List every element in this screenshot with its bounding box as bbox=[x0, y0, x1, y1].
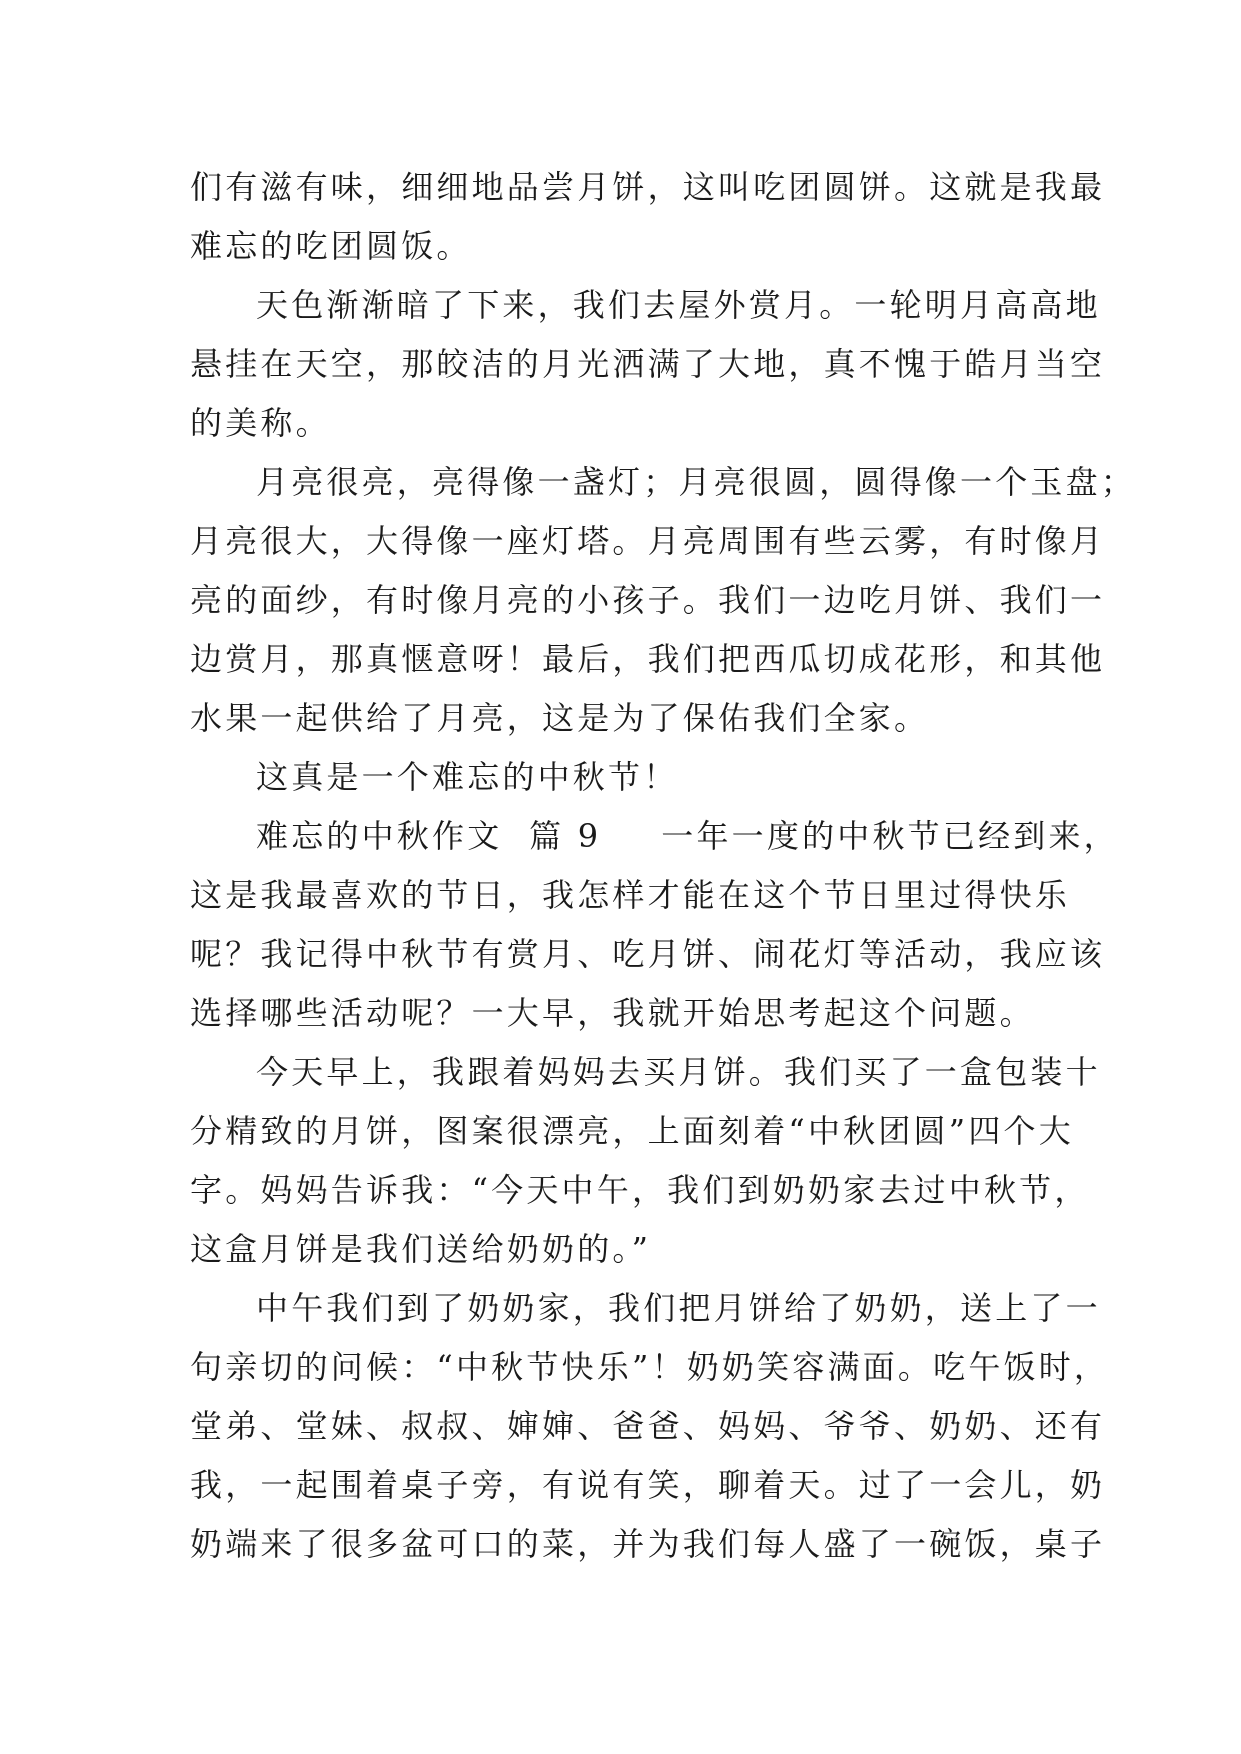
text-line: 边赏月，那真惬意呀！最后，我们把西瓜切成花形，和其他 bbox=[190, 640, 1106, 678]
text-line: 的美称。 bbox=[190, 404, 331, 442]
text-line: 选择哪些活动呢？一大早，我就开始思考起这个问题。 bbox=[190, 994, 1035, 1032]
text-line: 堂弟、堂妹、叔叔、婶婶、爸爸、妈妈、爷爷、奶奶、还有 bbox=[190, 1407, 1106, 1445]
text-line: 亮的面纱，有时像月亮的小孩子。我们一边吃月饼、我们一 bbox=[190, 581, 1106, 619]
text-line: 字。妈妈告诉我：“今天中午，我们到奶奶家去过中秋节， bbox=[190, 1171, 1090, 1209]
text-line: 这盒月饼是我们送给奶奶的。” bbox=[190, 1230, 652, 1268]
section-first-sentence: 一年一度的中秋节已经到来， bbox=[661, 817, 1119, 855]
text-line: 难忘的吃团圆饭。 bbox=[190, 227, 472, 265]
text-line: 我，一起围着桌子旁，有说有笑，聊着天。过了一会儿，奶 bbox=[190, 1466, 1106, 1504]
paragraph-start-line: 今天早上，我跟着妈妈去买月饼。我们买了一盒包装十 bbox=[256, 1053, 1101, 1091]
paragraph-start-line: 天色渐渐暗了下来，我们去屋外赏月。一轮明月高高地 bbox=[256, 286, 1101, 324]
text-line: 呢？我记得中秋节有赏月、吃月饼、闹花灯等活动，我应该 bbox=[190, 935, 1106, 973]
paragraph-start-line: 中午我们到了奶奶家，我们把月饼给了奶奶，送上了一 bbox=[256, 1289, 1101, 1327]
section-heading: 难忘的中秋作文 篇 9 bbox=[256, 817, 602, 855]
paragraph-start-line: 这真是一个难忘的中秋节！ bbox=[256, 758, 679, 796]
text-line: 这是我最喜欢的节日，我怎样才能在这个节日里过得快乐 bbox=[190, 876, 1071, 914]
text-line: 句亲切的问候：“中秋节快乐”！奶奶笑容满面。吃午饭时， bbox=[190, 1348, 1110, 1386]
text-line: 们有滋有味，细细地品尝月饼，这叫吃团圆饼。这就是我最 bbox=[190, 168, 1106, 206]
document-body bbox=[190, 158, 1137, 1574]
paragraph-start-line: 月亮很亮，亮得像一盏灯；月亮很圆，圆得像一个玉盘； bbox=[256, 463, 1137, 501]
text-line: 月亮很大，大得像一座灯塔。月亮周围有些云雾，有时像月 bbox=[190, 522, 1106, 560]
text-line: 分精致的月饼，图案很漂亮，上面刻着“中秋团圆”四个大 bbox=[190, 1112, 1074, 1150]
text-line: 悬挂在天空，那皎洁的月光洒满了大地，真不愧于皓月当空 bbox=[190, 345, 1106, 383]
section-heading-line bbox=[190, 807, 1119, 866]
text-line: 水果一起供给了月亮，这是为了保佑我们全家。 bbox=[190, 699, 930, 737]
text-line: 奶端来了很多盆可口的菜，并为我们每人盛了一碗饭，桌子 bbox=[190, 1525, 1106, 1563]
